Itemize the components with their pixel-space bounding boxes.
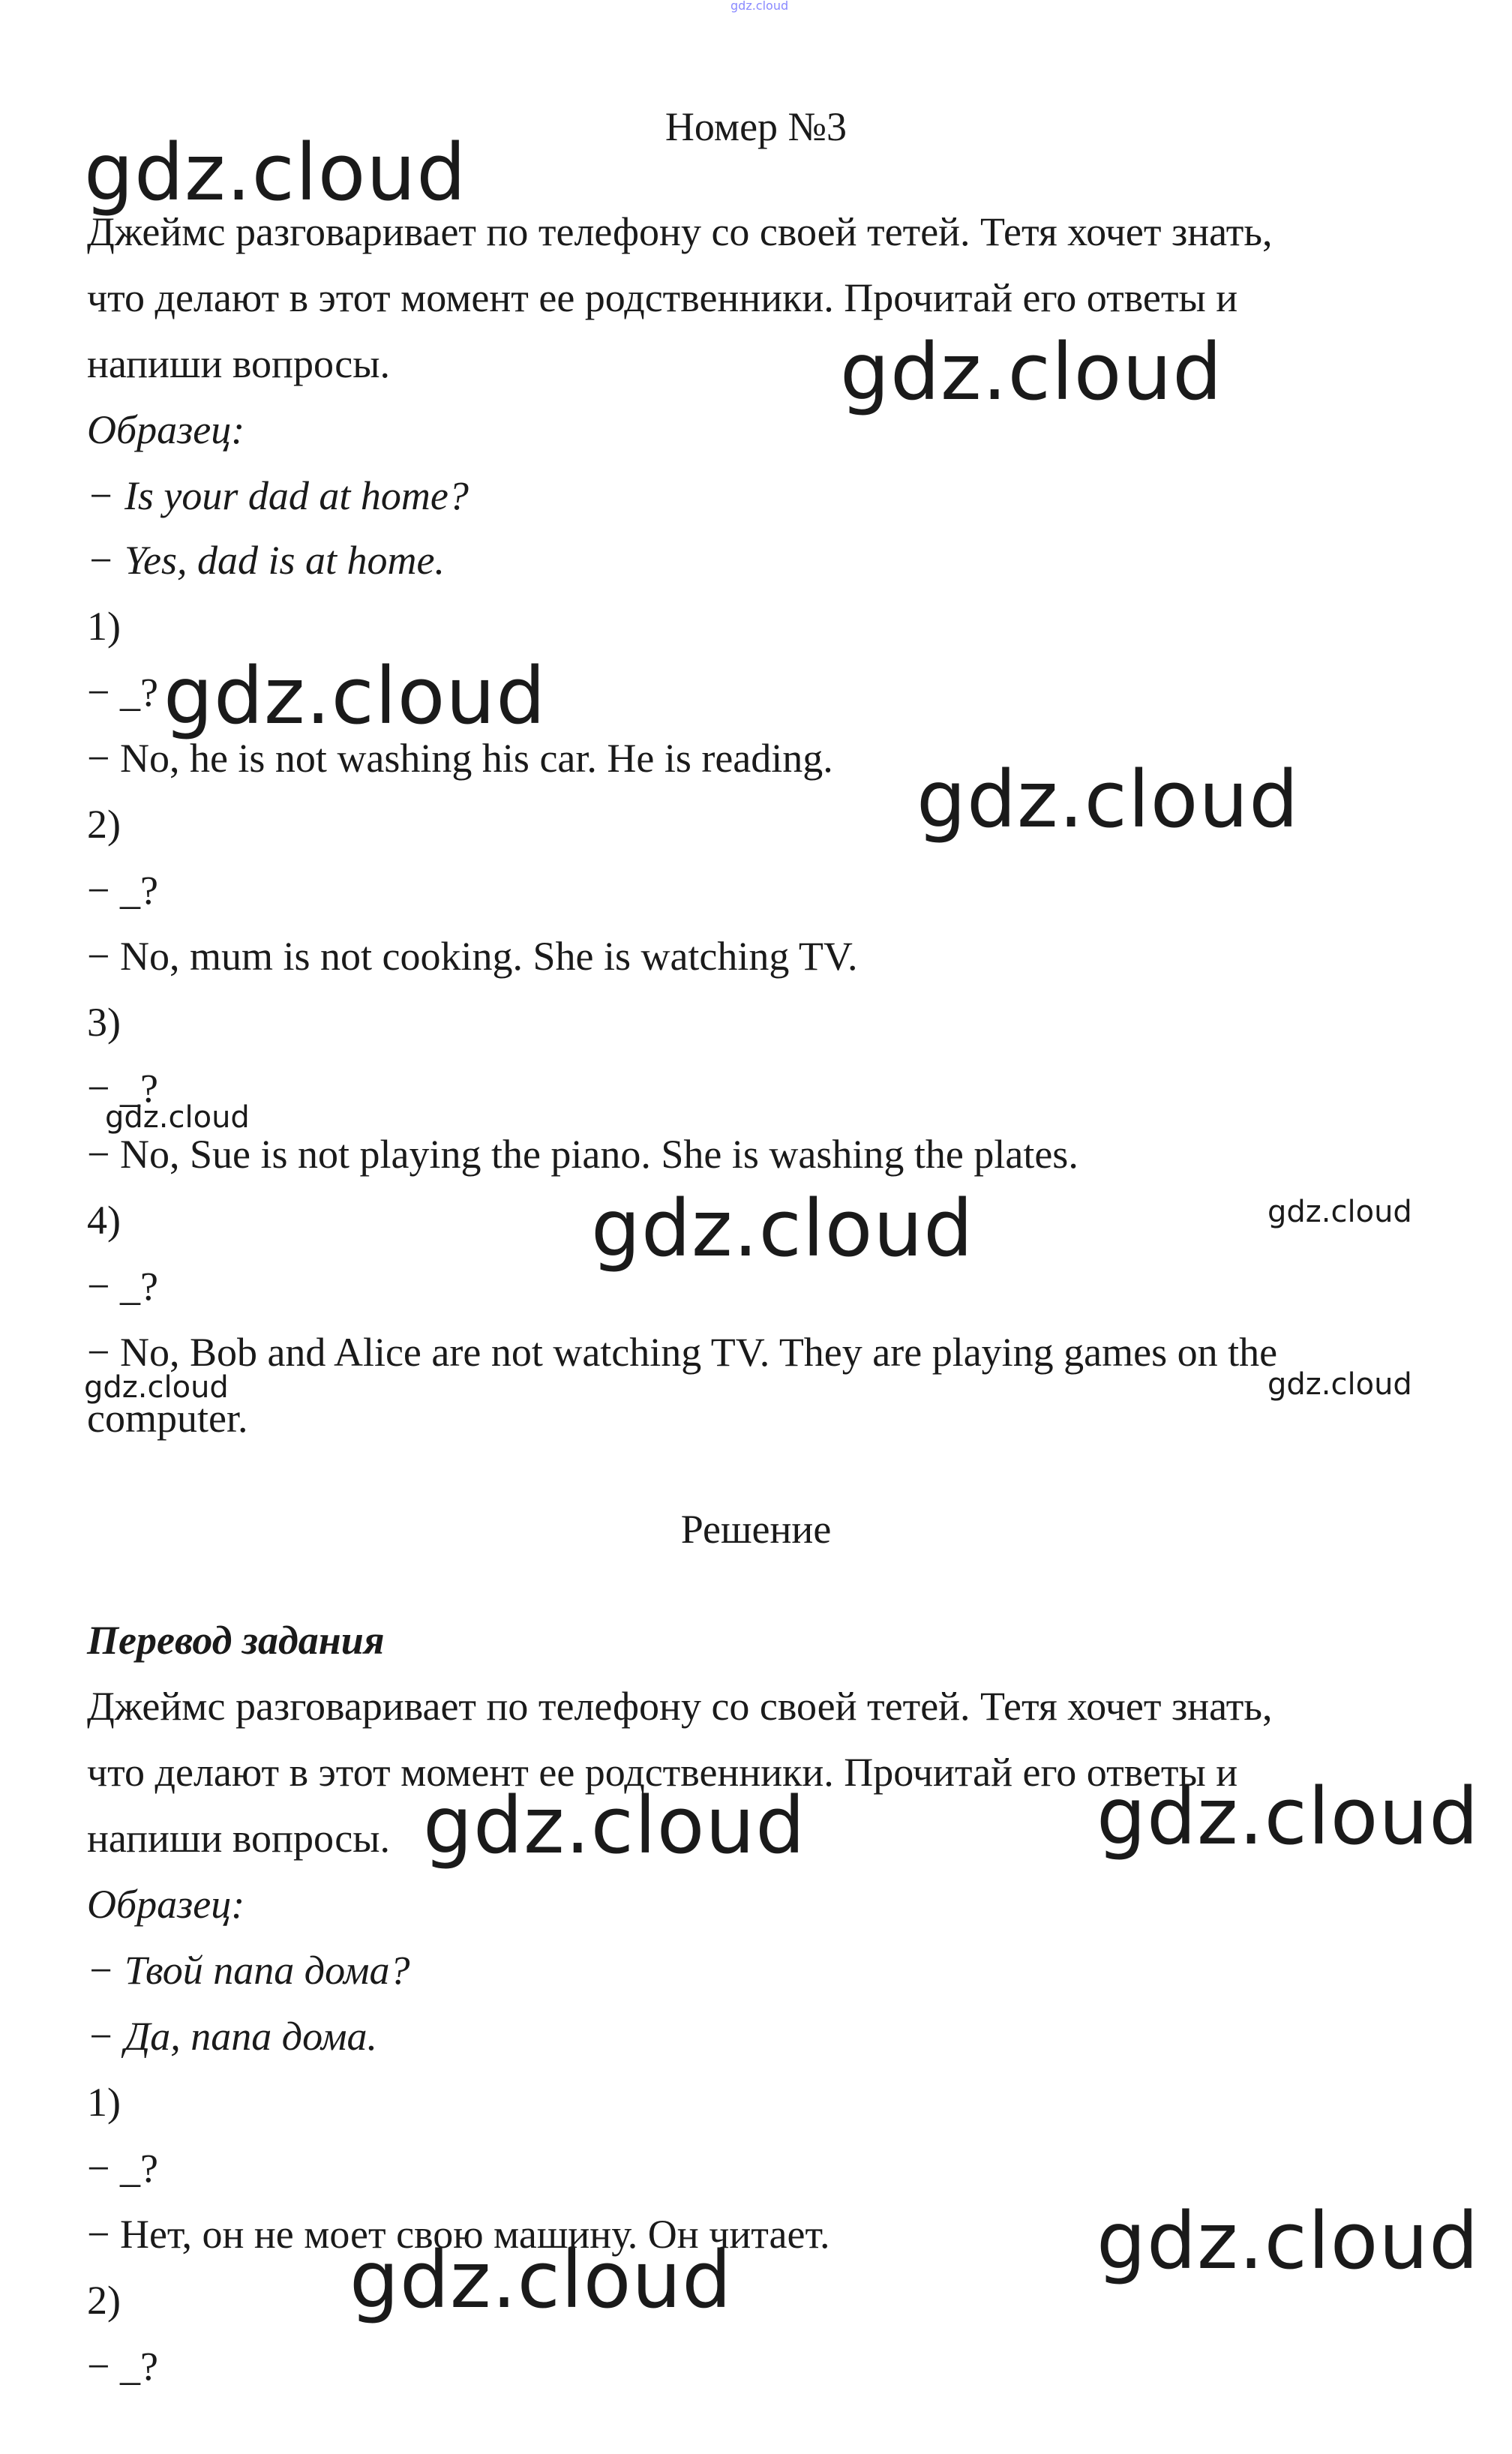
- watermark: gdz.cloud: [164, 650, 547, 742]
- task-item-3-question: − _?: [87, 1066, 158, 1111]
- solution-item-1-number: 1): [87, 2080, 121, 2125]
- task-item-4-question: − _?: [87, 1264, 158, 1309]
- task-sample-label: Образец:: [87, 407, 245, 452]
- solution-intro-line-3: напиши вопросы.: [87, 1816, 391, 1861]
- solution-item-2-question: − _?: [87, 2344, 158, 2389]
- watermark: gdz.cloud: [1096, 1771, 1480, 1862]
- task-item-4-answer-line-2: computer.: [87, 1396, 248, 1441]
- task-item-1-answer: − No, he is not washing his car. He is reading.: [87, 736, 833, 781]
- watermark: gdz.cloud: [84, 127, 467, 218]
- solution-sample-answer: − Да, папа дома.: [87, 2014, 378, 2059]
- task-sample-question: − Is your dad at home?: [87, 473, 469, 518]
- solution-sample-question: − Твой папа дома?: [87, 1948, 410, 1993]
- solution-item-2-number: 2): [87, 2278, 121, 2323]
- watermark: gdz.cloud: [1096, 2195, 1480, 2287]
- watermark: gdz.cloud: [350, 2234, 733, 2326]
- solution-item-1-answer: − Нет, он не моет свою машину. Он читает.: [87, 2212, 830, 2257]
- task-item-3-number: 3): [87, 1000, 121, 1045]
- task-intro-line-2: что делают в этот момент ее родственники. Прочитай его ответы и: [87, 275, 1238, 320]
- solution-sample-label: Образец:: [87, 1882, 245, 1927]
- solution-intro-line-2: что делают в этот момент ее родственники. Прочитай его ответы и: [87, 1750, 1238, 1795]
- task-item-1-question: − _?: [87, 670, 158, 715]
- translation-heading: Перевод задания: [87, 1618, 385, 1663]
- task-item-2-number: 2): [87, 802, 121, 847]
- task-item-2-answer: − No, mum is not cooking. She is watching TV.: [87, 934, 858, 979]
- watermark: gdz.cloud: [916, 754, 1300, 845]
- watermark: gdz.cloud: [84, 1370, 229, 1405]
- watermark: gdz.cloud: [1268, 1195, 1412, 1229]
- watermark: gdz.cloud: [840, 326, 1223, 418]
- task-item-1-number: 1): [87, 604, 121, 649]
- header-watermark: gdz.cloud: [730, 0, 789, 13]
- task-sample-answer: − Yes, dad is at home.: [87, 538, 445, 583]
- task-item-2-question: − _?: [87, 868, 158, 913]
- solution-item-1-question: − _?: [87, 2146, 158, 2191]
- watermark: gdz.cloud: [423, 1780, 806, 1871]
- watermark: gdz.cloud: [105, 1100, 250, 1135]
- solution-title: Решение: [680, 1507, 832, 1552]
- solution-intro-line-1: Джеймс разговаривает по телефону со своей тетей. Тетя хочет знать,: [87, 1684, 1273, 1729]
- task-item-3-answer: − No, Sue is not playing the piano. She is washing the plates.: [87, 1132, 1078, 1177]
- task-item-4-number: 4): [87, 1198, 121, 1243]
- watermark: gdz.cloud: [1268, 1367, 1412, 1402]
- task-intro-line-3: напиши вопросы.: [87, 341, 391, 386]
- task-item-4-answer-line-1: − No, Bob and Alice are not watching TV. They are playing games on the: [87, 1330, 1278, 1375]
- task-title: Номер №3: [664, 104, 848, 149]
- task-intro-line-1: Джеймс разговаривает по телефону со своей тетей. Тетя хочет знать,: [87, 209, 1273, 254]
- watermark: gdz.cloud: [591, 1183, 974, 1274]
